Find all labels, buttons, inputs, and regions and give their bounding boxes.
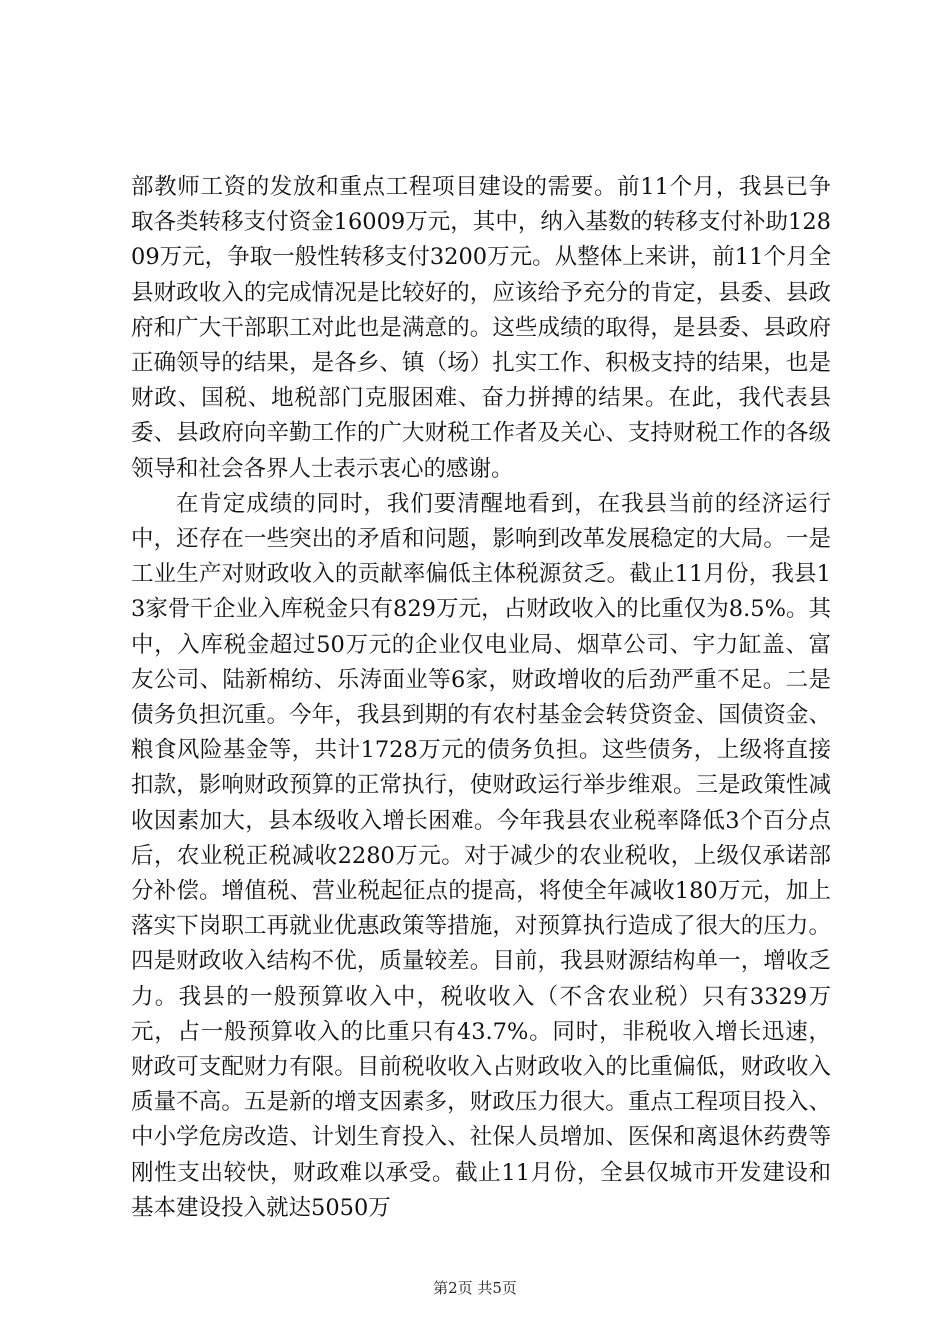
document-body (131, 170, 831, 1226)
paragraph-2: 在肯定成绩的同时，我们要清醒地看到，在我县当前的经济运行中，还存在一些突出的矛盾和问题，影响到改革发展稳定的大局。一是工业生产对财政收入的贡献率偏低主体税源贫乏。截止11月份，我县13家骨干企业入库税金只有829万元，占财政收入的比重仅为8.5%。其中，入库税金超过50万元的企业仅电业局、烟草公司、宇力缸盖、富友公司、陆新棉纺、乐涛面业等6家，财政增收的后劲严重不足。二是债务负担沉重。今年，我县到期的有农村基金会转贷资金、国债资金、粮食风险基金等，共计1728万元的债务负担。这些债务，上级将直接扣款，影响财政预算的正常执行，使财政运行举步维艰。三是政策性减收因素加大，县本级收入增长困难。今年我县农业税率降低3个百分点后，农业税正税减收2280万元。对于减少的农业税收，上级仅承诺部分补偿。增值税、营业税起征点的提高，将使全年减收180万元，加上落实下岗职工再就业优惠政策等措施，对预算执行造成了很大的压力。四是财政收入结构不优，质量较差。目前，我县财源结构单一，增收乏力。我县的一般预算收入中，税收收入（不含农业税）只有3329万元，占一般预算收入的比重只有43.7%。同时，非税收入增长迅速，财政可支配财力有限。目前税收收入占财政收入的比重偏低，财政收入质量不高。五是新的增支因素多，财政压力很大。重点工程项目投入、中小学危房改造、计划生育投入、社保人员增加、医保和离退休药费等刚性支出较快，财政难以承受。截止11月份，全县仅城市开发建设和基本建设投入就达5050万 (131, 490, 831, 1221)
paragraph-1: 部教师工资的发放和重点工程项目建设的需要。前11个月，我县已争取各类转移支付资金16009万元，其中，纳入基数的转移支付补助12809万元，争取一般性转移支付3200万元。从整体上来讲，前11个月全县财政收入的完成情况是比较好的，应该给予充分的肯定，县委、县政府和广大干部职工对此也是满意的。这些成绩的取得，是县委、县政府正确领导的结果，是各乡、镇（场）扎实工作、积极支持的结果，也是财政、国税、地税部门克服困难、奋力拼搏的结果。在此，我代表县委、县政府向辛勤工作的广大财税工作者及关心、支持财税工作的各级领导和社会各界人士表示衷心的感谢。 (131, 174, 831, 482)
page-number-footer: 第2页 共5页 (433, 1279, 517, 1297)
